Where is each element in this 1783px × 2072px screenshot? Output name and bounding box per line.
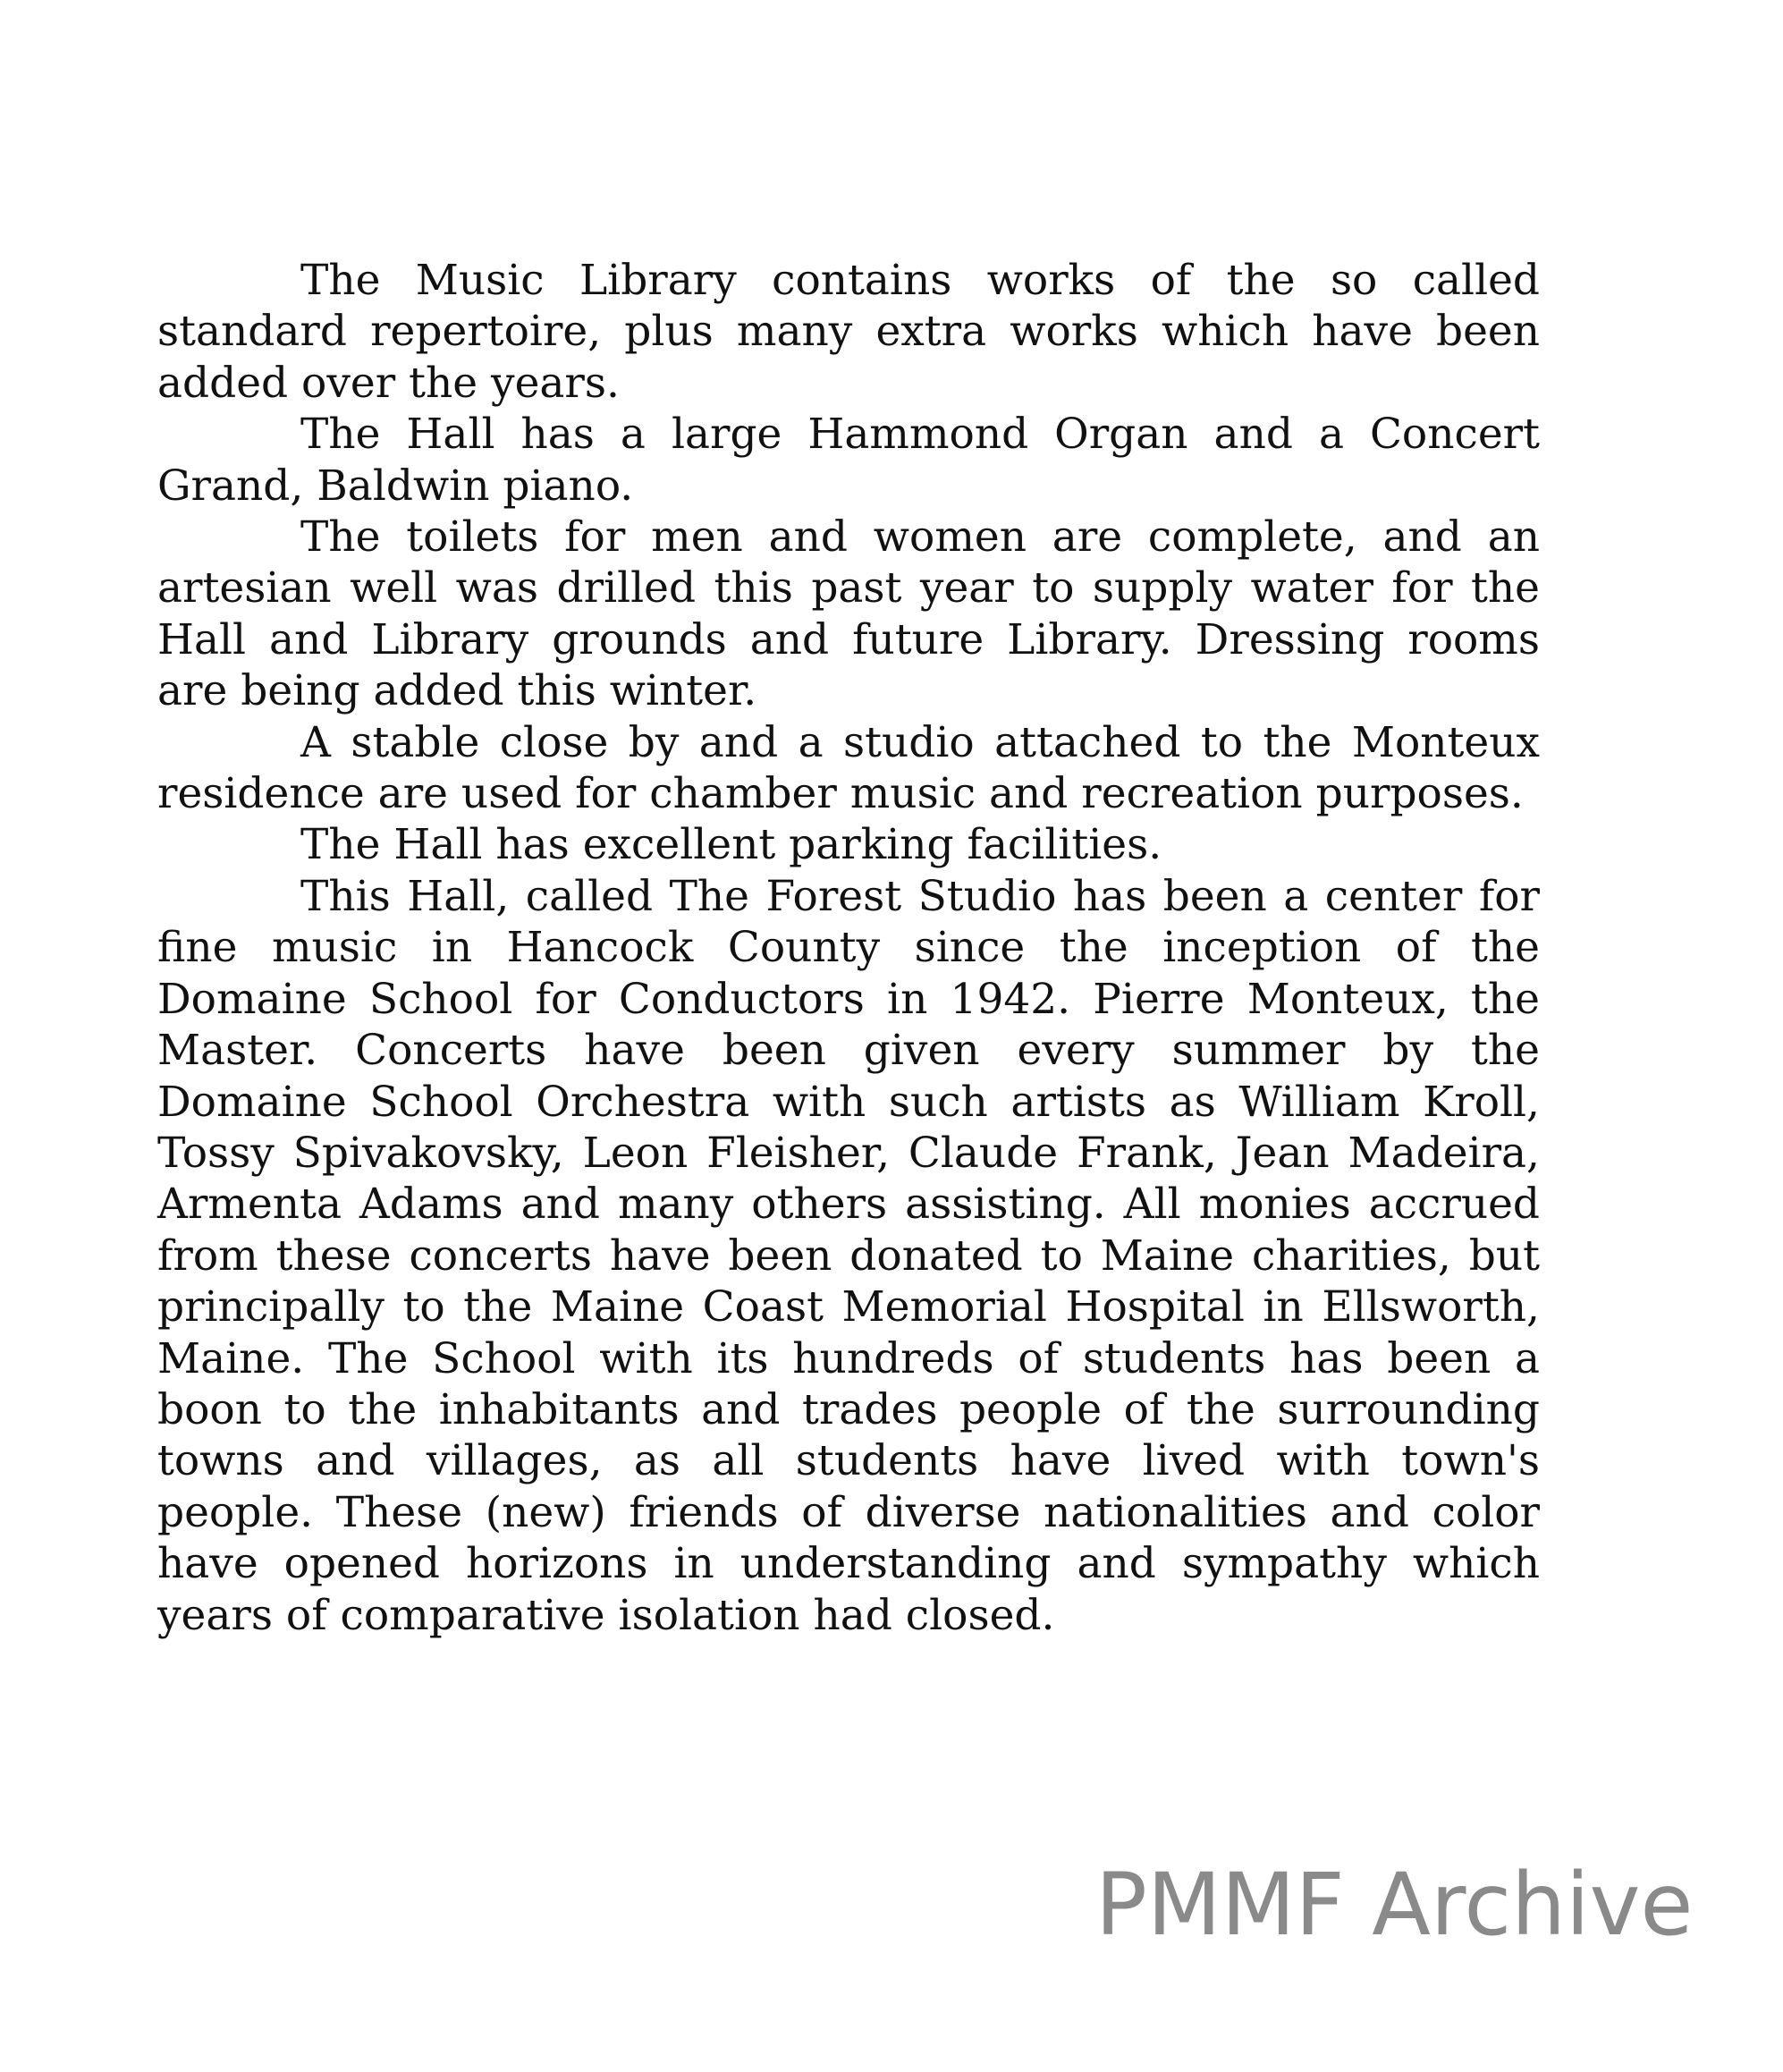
paragraph-organ-piano: The Hall has a large Hammond Organ and a Concert Grand, Baldwin piano. [157,410,1540,511]
paragraph-forest-studio: This Hall, called The Forest Studio has been a center for fine music in Hancock County since the inception of the Domaine School for Conductors in 1942. Pierre Monteux, the Master. Concerts have been given every summer by the Domaine School Orchestra with such artists as William Kroll, Tossy Spivakovsky, Leon Fleisher, Claude Frank, Jean Madeira, Armenta Adams and many others assisting. All monies accrued from these concerts have been donated to Maine charities, but principally to the Maine Coast Memorial Hospital in Ellsworth, Maine. The School with its hundreds of students has been a boon to the inhabitants and trades people of the surrounding towns and villages, as all students have lived with town's people. These (new) friends of diverse nationalities and color have opened horizons in understanding and sympathy which years of comparative isolation had closed. [157,871,1540,1640]
body-text [157,255,1540,1641]
archive-watermark: PMMF Archive [1095,1855,1694,1955]
paragraph-music-library: The Music Library contains works of the so called standard repertoire, plus many extra works which have been added over the years. [157,256,1540,408]
paragraph-parking: The Hall has excellent parking facilities. [300,820,1162,870]
paragraph-toilets-well: The toilets for men and women are complete, and an artesian well was drilled this past year to supply water for the Hall and Library grounds and future Library. Dressing rooms are being added this winter. [157,512,1540,716]
paragraph-stable-studio: A stable close by and a studio attached to the Monteux residence are used for chamber music and recreation purposes. [157,717,1540,819]
